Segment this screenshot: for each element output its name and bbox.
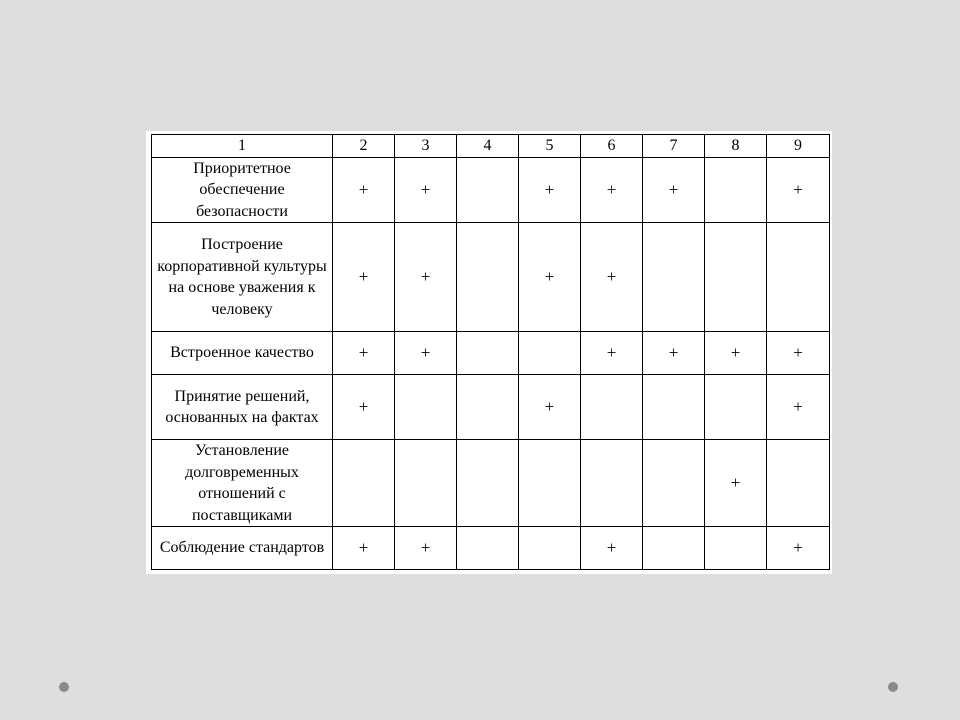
mark-cell: + [333, 157, 395, 223]
header-cell: 3 [395, 135, 457, 158]
mark-cell [643, 440, 705, 527]
table-row [152, 527, 830, 570]
mark-cell [581, 440, 643, 527]
mark-cell: + [395, 223, 457, 332]
mark-cell [457, 157, 519, 223]
mark-cell: + [581, 527, 643, 570]
principles-table [151, 134, 830, 570]
mark-cell: + [581, 223, 643, 332]
row-label: Установление долговременных отношений с поставщиками [152, 440, 333, 527]
next-slide-dot[interactable] [888, 682, 898, 692]
mark-cell [457, 375, 519, 440]
mark-cell: + [643, 332, 705, 375]
mark-cell [457, 223, 519, 332]
mark-cell [333, 440, 395, 527]
mark-cell: + [333, 375, 395, 440]
header-cell: 7 [643, 135, 705, 158]
header-cell: 9 [767, 135, 830, 158]
mark-cell [767, 440, 830, 527]
mark-cell [457, 440, 519, 527]
header-cell: 5 [519, 135, 581, 158]
mark-cell [581, 375, 643, 440]
mark-cell: + [333, 527, 395, 570]
mark-cell: + [705, 440, 767, 527]
mark-cell: + [767, 332, 830, 375]
mark-cell [705, 375, 767, 440]
mark-cell: + [333, 223, 395, 332]
table-row [152, 375, 830, 440]
mark-cell [643, 375, 705, 440]
header-cell: 6 [581, 135, 643, 158]
mark-cell: + [705, 332, 767, 375]
mark-cell [643, 527, 705, 570]
header-cell: 2 [333, 135, 395, 158]
mark-cell [519, 332, 581, 375]
mark-cell: + [333, 332, 395, 375]
mark-cell: + [643, 157, 705, 223]
mark-cell [705, 223, 767, 332]
header-cell: 1 [152, 135, 333, 158]
row-label: Приоритетное обеспечение безопасности [152, 157, 333, 223]
table-row [152, 440, 830, 527]
mark-cell: + [395, 332, 457, 375]
mark-cell [457, 527, 519, 570]
mark-cell: + [767, 375, 830, 440]
mark-cell: + [767, 157, 830, 223]
table-body [152, 135, 830, 570]
mark-cell: + [767, 527, 830, 570]
row-label: Встроенное качество [152, 332, 333, 375]
mark-cell [457, 332, 519, 375]
table-container [146, 131, 832, 574]
mark-cell [519, 440, 581, 527]
table-row [152, 332, 830, 375]
mark-cell [395, 375, 457, 440]
mark-cell [705, 527, 767, 570]
table-row [152, 223, 830, 332]
mark-cell: + [581, 157, 643, 223]
mark-cell: + [581, 332, 643, 375]
mark-cell [643, 223, 705, 332]
prev-slide-dot[interactable] [59, 682, 69, 692]
header-row [152, 135, 830, 158]
row-label: Принятие решений, основанных на фактах [152, 375, 333, 440]
mark-cell [767, 223, 830, 332]
mark-cell: + [519, 375, 581, 440]
mark-cell: + [395, 527, 457, 570]
mark-cell: + [519, 223, 581, 332]
mark-cell: + [395, 157, 457, 223]
table-row [152, 157, 830, 223]
row-label: Соблюдение стандартов [152, 527, 333, 570]
mark-cell [395, 440, 457, 527]
header-cell: 8 [705, 135, 767, 158]
mark-cell [519, 527, 581, 570]
mark-cell [705, 157, 767, 223]
mark-cell: + [519, 157, 581, 223]
header-cell: 4 [457, 135, 519, 158]
row-label: Построение корпоративной культуры на основе уважения к человеку [152, 223, 333, 332]
